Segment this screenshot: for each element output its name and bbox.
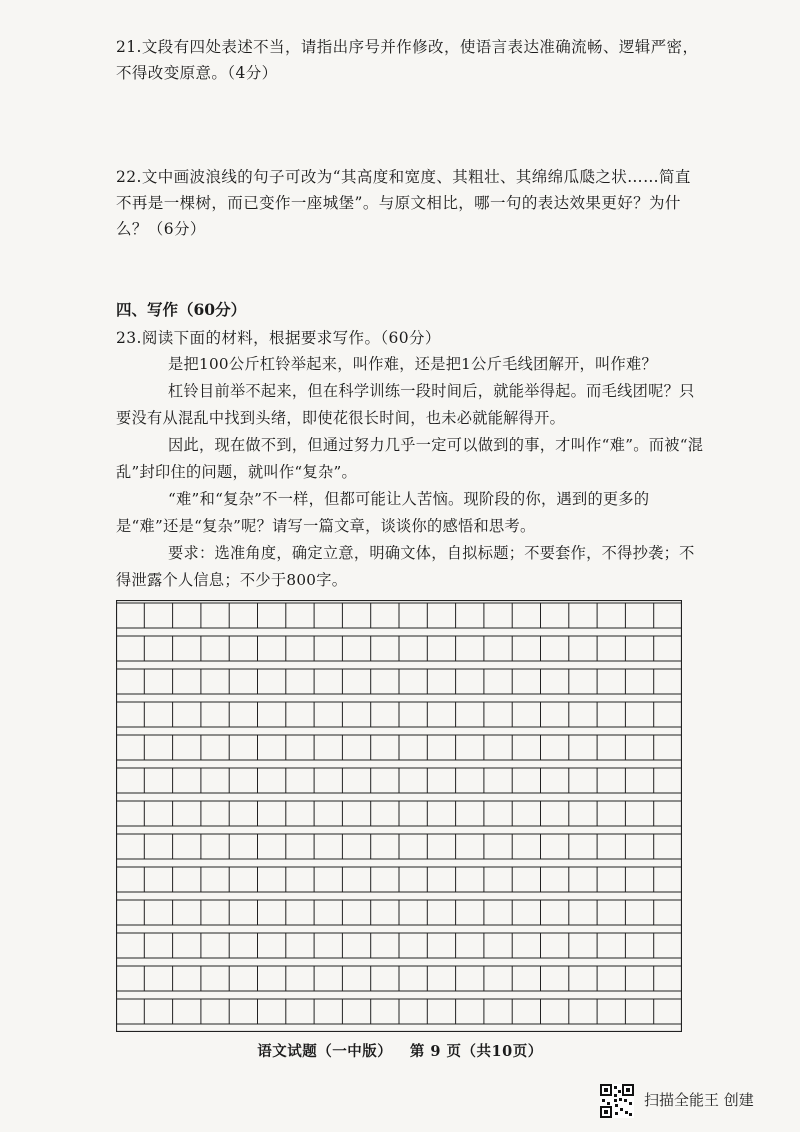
- grid-row: [116, 669, 682, 694]
- grid-row: [116, 768, 682, 793]
- grid-row: [116, 636, 682, 661]
- grid-row: [116, 735, 682, 760]
- requirements-paragraph: 要求：选准角度，确定立意，明确文体，自拟标题；不要套作，不得抄袭；不得泄露个人信息；不少于800字。: [116, 544, 695, 589]
- grid-row: [116, 933, 682, 958]
- material-paragraph-3: 因此，现在做不到，但通过努力几乎一定可以做到的事，才叫作“难”。而被“混乱”封印住的问题，就叫作“复杂”。: [116, 436, 704, 481]
- material-paragraph-4: “难”和“复杂”不一样，但都可能让人苦恼。现阶段的你，遇到的更多的是“难”还是“复杂”呢？请写一篇文章，谈谈你的感悟和思考。: [116, 490, 650, 535]
- section-heading-writing: 四、写作（60分）: [116, 300, 247, 319]
- grid-row: [116, 801, 682, 826]
- question-22: 22.文中画波浪线的句子可改为“其高度和宽度、其粗壮、其绵绵瓜瓞之状……简直不再是一棵树，而已变作一座城堡”。与原文相比，哪一句的表达效果更好？为什么？（6分）: [116, 168, 691, 238]
- writing-grid-lines: [116, 600, 682, 1032]
- grid-row: [116, 966, 682, 991]
- grid-row: [116, 999, 682, 1024]
- grid-row: [116, 834, 682, 859]
- grid-row: [116, 702, 682, 727]
- question-21: 21.文段有四处表述不当，请指出序号并作修改，使语言表达准确流畅、逻辑严密，不得改变原意。（4分）: [116, 38, 699, 82]
- footer-subject: 语文试题（一中版）: [257, 1043, 393, 1060]
- writing-grid[interactable]: [116, 600, 682, 1032]
- scanner-label: 扫描全能王 创建: [644, 1091, 754, 1109]
- grid-row: [116, 603, 682, 628]
- scanner-watermark: [600, 1080, 790, 1120]
- grid-row: [116, 900, 682, 925]
- material-paragraph-1: 是把100公斤杠铃举起来，叫作难，还是把1公斤毛线团解开，叫作难？: [168, 355, 657, 373]
- grid-row: [116, 867, 682, 892]
- material-paragraph-2: 杠铃目前举不起来，但在科学训练一段时间后，就能举得起。而毛线团呢？只要没有从混乱中找到头绪，即使花很长时间，也未必就能解得开。: [116, 382, 695, 427]
- footer-page-number: 第 9 页（共10页）: [409, 1043, 543, 1060]
- qr-code-icon: [600, 1084, 634, 1118]
- page-footer: [0, 1040, 800, 1061]
- question-23-prompt: 23.阅读下面的材料，根据要求写作。（60分）: [116, 329, 441, 347]
